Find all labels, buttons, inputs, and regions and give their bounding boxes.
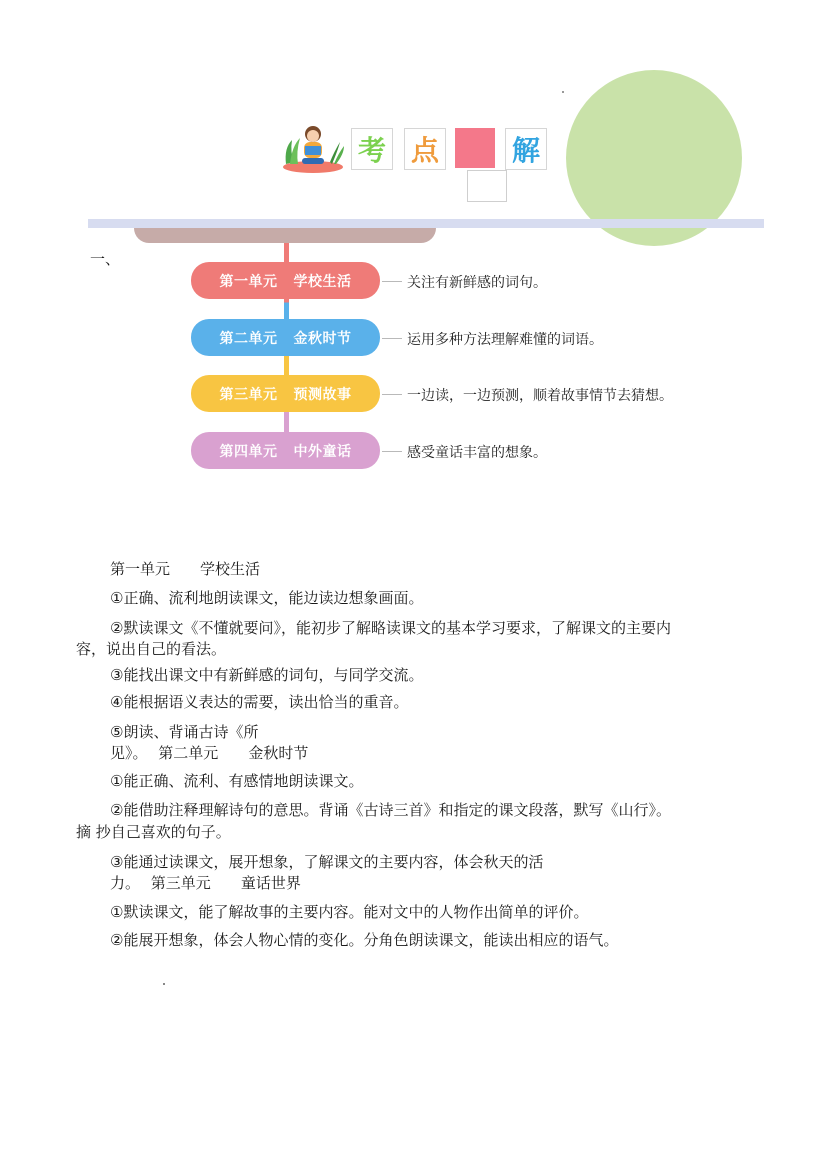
unit-3-topic: 预测故事 xyxy=(293,386,352,403)
section-2-name: 第二单元 xyxy=(158,744,219,762)
decor-dot xyxy=(163,983,165,985)
title-tile-blank xyxy=(455,128,495,168)
s1-item-5: ⑤朗读、背诵古诗《所 xyxy=(110,723,259,741)
section-1-name: 第一单元 xyxy=(110,560,171,578)
s1-item-4: ④能根据语义表达的需要，读出恰当的重音。 xyxy=(110,693,409,711)
s2-item-2: ②能借助注释理解诗句的意思。背诵《古诗三首》和指定的课文段落，默写《山行》。 xyxy=(110,801,671,819)
unit-4-name: 第四单元 xyxy=(219,443,278,460)
s1-item-1: ①正确、流利地朗读课文，能边读边想象画面。 xyxy=(110,589,424,607)
unit-2-connector xyxy=(382,338,402,339)
section-1-heading xyxy=(110,559,260,580)
s3-heading-line xyxy=(110,873,301,894)
section-2-topic: 金秋时节 xyxy=(248,744,309,762)
s2-heading-line xyxy=(110,743,308,764)
s1-item-3: ③能找出课文中有新鲜感的词句，与同学交流。 xyxy=(110,666,424,684)
unit-4-topic: 中外童话 xyxy=(293,443,352,460)
unit-1-name: 第一单元 xyxy=(219,273,278,290)
decor-dot xyxy=(562,91,564,93)
reading-girl-illustration xyxy=(280,120,346,174)
unit-2-desc: 运用多种方法理解难懂的词语。 xyxy=(407,332,603,348)
unit-4-connector xyxy=(382,451,402,452)
unit-1-pill xyxy=(191,262,380,299)
unit-3-pill xyxy=(191,375,380,412)
decor-empty-box xyxy=(467,170,507,202)
unit-4-desc: 感受童话丰富的想象。 xyxy=(407,445,547,461)
s3-item-2: ②能展开想象，体会人物心情的变化。分角色朗读课文，能读出相应的语气。 xyxy=(110,931,619,949)
unit-3-name: 第三单元 xyxy=(219,386,278,403)
header-band xyxy=(88,219,764,228)
section-3-topic: 童话世界 xyxy=(240,874,301,892)
s3-item-1: ①默读课文，能了解故事的主要内容。能对文中的人物作出简单的评价。 xyxy=(110,903,589,921)
section-number: 一、 xyxy=(90,250,121,268)
section-1-topic: 学校生活 xyxy=(200,560,261,578)
s1-item-5-cont: 见》。 xyxy=(110,744,148,762)
unit-4-pill xyxy=(191,432,380,469)
title-tile-kao: 考 xyxy=(351,128,393,170)
unit-1-desc: 关注有新鲜感的词句。 xyxy=(407,275,547,291)
s2-item-3-cont: 力。 xyxy=(110,874,141,892)
unit-3-connector xyxy=(382,394,402,395)
s2-item-2-cont: 摘 抄自己喜欢的句子。 xyxy=(76,823,231,841)
unit-1-topic: 学校生活 xyxy=(293,273,352,290)
unit-2-pill xyxy=(191,319,380,356)
s2-item-3: ③能通过读课文，展开想象，了解课文的主要内容，体会秋天的活 xyxy=(110,853,544,871)
unit-2-name: 第二单元 xyxy=(219,330,278,347)
s2-item-1: ①能正确、流利、有感情地朗读课文。 xyxy=(110,772,364,790)
unit-2-topic: 金秋时节 xyxy=(293,330,352,347)
header-pill xyxy=(134,228,436,243)
title-tile-dian: 点 xyxy=(404,128,446,170)
title-tile-jie: 解 xyxy=(505,128,547,170)
section-3-name: 第三单元 xyxy=(150,874,211,892)
unit-3-desc: 一边读，一边预测，顺着故事情节去猜想。 xyxy=(407,388,673,404)
s1-item-2: ②默读课文《不懂就要问》，能初步了解略读课文的基本学习要求，了解课文的主要内 xyxy=(110,619,671,637)
unit-1-connector xyxy=(382,281,402,282)
s1-item-2-cont: 容，说出自己的看法。 xyxy=(76,640,227,658)
